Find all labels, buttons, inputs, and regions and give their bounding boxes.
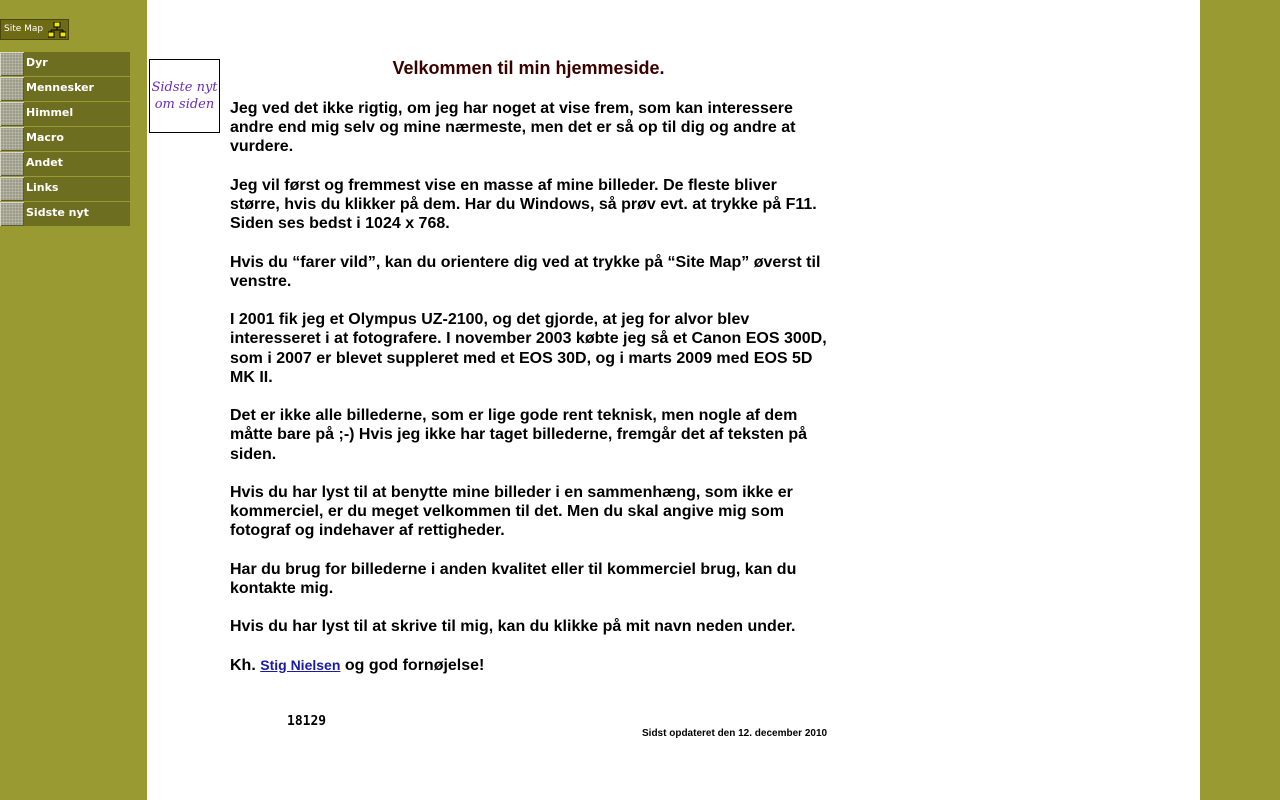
nav-item-label: Macro [26, 131, 64, 144]
sidebar [0, 0, 147, 800]
nav-square-icon [0, 177, 24, 201]
signoff-suffix: og god fornøjelse! [344, 656, 485, 674]
nav-item-macro[interactable] [0, 127, 130, 151]
nav-item-label: Sidste nyt [26, 206, 89, 219]
nav-item-label: Andet [26, 156, 63, 169]
paragraph: Har du brug for billederne i anden kvalitet eller til kommerciel brug, kan du kontakte mig. [230, 560, 797, 597]
site-map-label: Site Map [4, 24, 44, 34]
nav-item-links[interactable] [0, 177, 130, 201]
nav-item-label: Links [26, 181, 59, 194]
paragraph: Hvis du “farer vild”, kan du orientere dig ved at trykke på “Site Map” øverst til venstre. [230, 253, 821, 290]
nav-item-himmel[interactable] [0, 102, 130, 126]
badge-line-2: om siden [154, 97, 215, 112]
nav-item-label: Dyr [26, 56, 48, 69]
paragraph: I 2001 fik jeg et Olympus UZ-2100, og det gjorde, at jeg for alvor blev interesseret i at fotografere. I november 2003 købte jeg så et Canon EOS 300D, som i 2007 er blevet suppleret med et EOS 30D, og i marts 2009 med EOS 5D MK II. [230, 311, 827, 386]
site-map-button[interactable] [0, 19, 69, 40]
signoff-prefix: Kh. [230, 656, 256, 674]
badge-line-1: Sidste nyt [151, 80, 218, 95]
nav-square-icon [0, 127, 24, 151]
nav-square-icon [0, 202, 24, 226]
nav-item-dyr[interactable] [0, 52, 130, 76]
nav-menu [0, 52, 130, 227]
main-content [147, 0, 1200, 800]
author-link[interactable]: Stig Nielsen [260, 656, 341, 673]
paragraph: Hvis du har lyst til at benytte mine billeder i en sammenhæng, som ikke er kommerciel, er du meget velkommen til det. Men du skal angive mig som fotograf og indehaver af rettigheder. [230, 483, 793, 540]
nav-item-sidste-nyt[interactable] [0, 202, 130, 226]
paragraph: Jeg vil først og fremmest vise en masse af mine billeder. De fleste bliver større, hvis du klikker på dem. Har du Windows, så prøv evt. at trykke på F11. Siden ses bedst i 1024 x 768. [230, 176, 817, 233]
nav-item-label: Mennesker [26, 81, 94, 94]
nav-item-mennesker[interactable] [0, 77, 130, 101]
paragraph: Det er ikke alle billederne, som er lige gode rent teknisk, men nogle af dem måtte bare på ;-) Hvis jeg ikke har taget billederne, fremgår det af teksten på siden. [230, 407, 808, 463]
sitemap-tree-icon [48, 22, 66, 38]
paragraph: Hvis du har lyst til at skrive til mig, kan du klikke på mit navn neden under. [230, 618, 796, 636]
nav-square-icon [0, 52, 24, 76]
nav-item-andet[interactable] [0, 152, 130, 176]
intro-text [230, 99, 830, 694]
page-title: Velkommen til min hjemmeside. [392, 58, 665, 78]
right-margin [1200, 0, 1280, 800]
nav-square-icon [0, 77, 24, 101]
last-updated: Sidst opdateret den 12. december 2010 [642, 728, 828, 739]
signoff [230, 656, 830, 675]
nav-square-icon [0, 102, 24, 126]
latest-news-badge[interactable] [149, 59, 220, 133]
nav-item-label: Himmel [26, 106, 74, 119]
nav-square-icon [0, 152, 24, 176]
paragraph: Jeg ved det ikke rigtig, om jeg har noget at vise frem, som kan interessere andre end mig selv og mine nærmeste, men det er så op til dig og andre at vurdere. [230, 100, 796, 156]
visitor-counter: 18129 [287, 714, 327, 729]
